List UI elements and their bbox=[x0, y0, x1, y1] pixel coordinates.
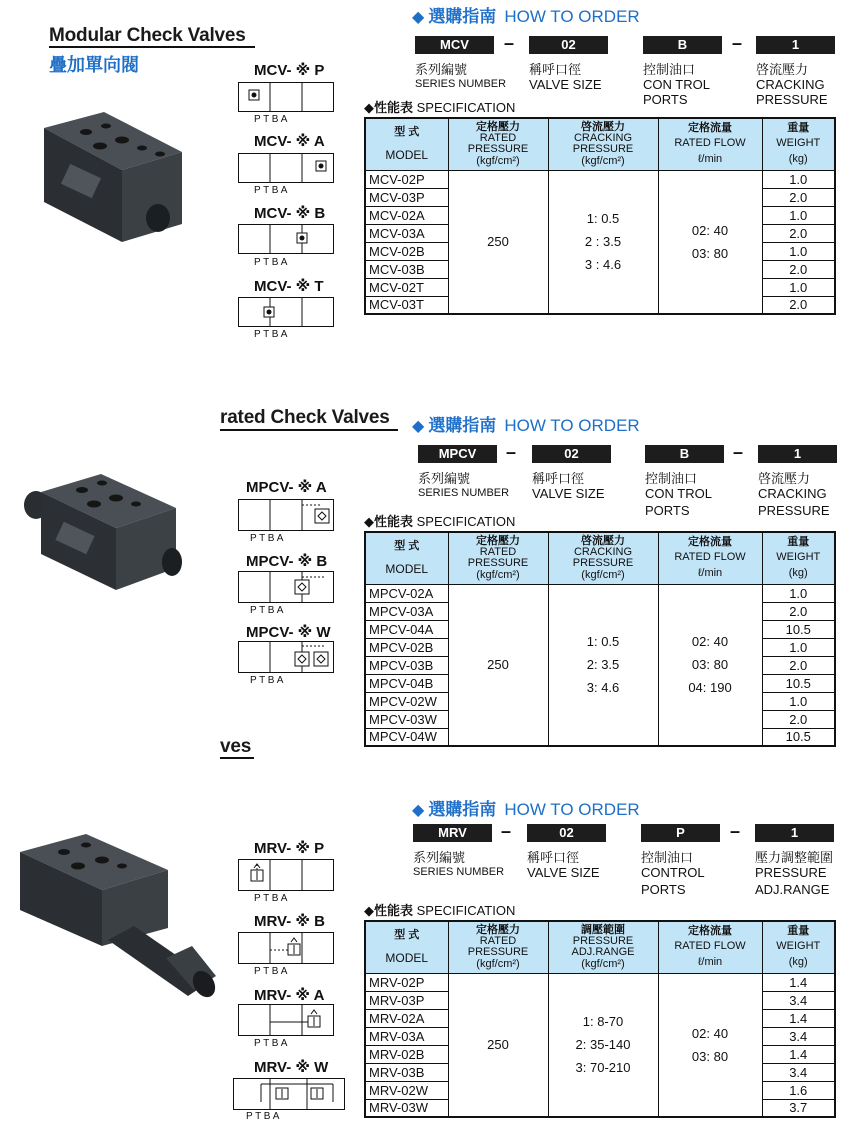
cracking-pressure-cell: 1: 0.5 2: 3.5 3: 4.6 bbox=[548, 584, 658, 746]
label-pressure-en2: PRESSURE bbox=[756, 92, 828, 107]
ports-mrv-b: P T B A bbox=[254, 966, 288, 977]
rated-flow-cell: 02: 40 03: 80 bbox=[658, 170, 762, 314]
table-row-model: MPCV-03W bbox=[365, 710, 448, 728]
mpcv-valve-photo bbox=[16, 470, 186, 595]
table-row-weight: 3.4 bbox=[762, 1027, 835, 1045]
ports-mpcv-b: P T B A bbox=[250, 605, 284, 616]
table-row-model: MRV-02B bbox=[365, 1045, 448, 1063]
header-cracking: 啓流壓力 CRACKING PRESSURE (kgf/cm²) bbox=[548, 532, 658, 584]
order-code-size: 02 bbox=[527, 824, 606, 842]
dash: – bbox=[504, 33, 515, 53]
section1-title-cn: 疊加單向閥 bbox=[49, 55, 139, 75]
table-row-weight: 3.7 bbox=[762, 1099, 835, 1117]
table-row-model: MCV-03T bbox=[365, 296, 448, 314]
table-row-weight: 2.0 bbox=[762, 188, 835, 206]
order-code-size: 02 bbox=[529, 36, 608, 54]
section2-title-underline bbox=[220, 429, 398, 431]
diamond-icon: ◆ bbox=[364, 903, 374, 918]
table-row-model: MPCV-04B bbox=[365, 674, 448, 692]
table-row-model: MRV-02A bbox=[365, 1009, 448, 1027]
section2-tail-text: ves bbox=[220, 736, 252, 757]
symbol-label-mpcv-a: MPCV- ※ A bbox=[246, 479, 327, 496]
label-series-cn: 系列編號 bbox=[413, 850, 466, 865]
section3-order-heading: ◆ 選購指南 HOW TO ORDER bbox=[412, 800, 640, 819]
symbol-mcv-b bbox=[238, 224, 334, 254]
label-size-cn: 稱呼口徑 bbox=[527, 850, 580, 865]
symbol-label-mrv-a: MRV- ※ A bbox=[254, 987, 325, 1004]
rated-flow-cell: 02: 40 03: 80 04: 190 bbox=[658, 584, 762, 746]
diamond-icon: ◆ bbox=[412, 418, 425, 435]
table-row-weight: 1.6 bbox=[762, 1081, 835, 1099]
label-series-cn: 系列編號 bbox=[415, 62, 468, 77]
section2-title: rated Check Valves bbox=[220, 407, 390, 428]
table-row-weight: 2.0 bbox=[762, 602, 835, 620]
label-size-en: VALVE SIZE bbox=[532, 486, 605, 501]
header-weight: 重量 WEIGHT (kg) bbox=[762, 118, 835, 170]
symbol-label-mrv-w: MRV- ※ W bbox=[254, 1059, 329, 1076]
order-code-size: 02 bbox=[532, 445, 611, 463]
table-row-weight: 1.0 bbox=[762, 170, 835, 188]
label-range-cn: 壓力調整範圍 bbox=[755, 850, 834, 865]
rated-pressure-cell: 250 bbox=[448, 973, 548, 1117]
symbol-mrv-a bbox=[238, 1004, 334, 1036]
mcv-valve-photo bbox=[34, 110, 194, 250]
table-row-model: MCV-03B bbox=[365, 260, 448, 278]
diamond-icon: ◆ bbox=[364, 514, 374, 529]
label-ports-en2: PORTS bbox=[641, 882, 686, 897]
dash: – bbox=[732, 33, 743, 53]
symbol-label-mcv-a: MCV- ※ A bbox=[254, 133, 325, 150]
header-weight: 重量 WEIGHT (kg) bbox=[762, 532, 835, 584]
ports-mpcv-w: P T B A bbox=[250, 675, 284, 686]
symbol-mrv-w bbox=[233, 1078, 345, 1110]
section1-order-heading: ◆ 選購指南 HOW TO ORDER bbox=[412, 7, 640, 26]
label-pressure-cn: 啓流壓力 bbox=[756, 62, 809, 77]
dash: – bbox=[730, 821, 741, 841]
ports-mcv-a: P T B A bbox=[254, 185, 288, 196]
label-size-cn: 稱呼口徑 bbox=[529, 62, 582, 77]
table-row-model: MPCV-03B bbox=[365, 656, 448, 674]
label-ports-en: CON TROL bbox=[643, 77, 710, 92]
section1-spec-heading: ◆性能表 SPECIFICATION bbox=[364, 100, 516, 115]
header-rated: 定格壓力 RATED PRESSURE (kgf/cm²) bbox=[448, 118, 548, 170]
table-row-model: MRV-03A bbox=[365, 1027, 448, 1045]
order-code-series: MCV bbox=[415, 36, 494, 54]
table-row-model: MCV-03A bbox=[365, 224, 448, 242]
symbol-mcv-a bbox=[238, 153, 334, 183]
label-range-en2: ADJ.RANGE bbox=[755, 882, 830, 897]
label-pressure-cn: 啓流壓力 bbox=[758, 471, 811, 486]
table-row-weight: 3.4 bbox=[762, 991, 835, 1009]
section2-order-heading: ◆ 選購指南 HOW TO ORDER bbox=[412, 416, 640, 435]
header-adj-range: 調壓範圍 PRESSURE ADJ.RANGE (kgf/cm²) bbox=[548, 921, 658, 973]
table-row-weight: 2.0 bbox=[762, 296, 835, 314]
ports-mrv-w: P T B A bbox=[246, 1111, 280, 1122]
symbol-label-mcv-b: MCV- ※ B bbox=[254, 205, 326, 222]
symbol-label-mpcv-b: MPCV- ※ B bbox=[246, 553, 328, 570]
symbol-mcv-p bbox=[238, 82, 334, 112]
table-row-model: MPCV-04W bbox=[365, 728, 448, 746]
symbol-label-mcv-p: MCV- ※ P bbox=[254, 62, 325, 79]
header-model: 型 式 MODEL bbox=[365, 532, 448, 584]
symbol-label-mcv-t: MCV- ※ T bbox=[254, 278, 324, 295]
symbol-mrv-b bbox=[238, 932, 334, 964]
dash: – bbox=[733, 442, 744, 462]
label-ports-cn: 控制油口 bbox=[645, 471, 698, 486]
label-size-en: VALVE SIZE bbox=[529, 77, 602, 92]
section1-title-underline bbox=[49, 46, 255, 48]
section2-spec-table bbox=[364, 531, 836, 747]
symbol-mrv-p bbox=[238, 859, 334, 891]
header-rated: 定格壓力 RATED PRESSURE (kgf/cm²) bbox=[448, 532, 548, 584]
table-row-weight: 1.4 bbox=[762, 1009, 835, 1027]
table-row-model: MPCV-02A bbox=[365, 584, 448, 602]
label-pressure-en: CRACKING bbox=[756, 77, 825, 92]
adj-range-cell: 1: 8-70 2: 35-140 3: 70-210 bbox=[548, 973, 658, 1117]
table-row-weight: 2.0 bbox=[762, 260, 835, 278]
header-flow: 定格流量 RATED FLOW ℓ/min bbox=[658, 118, 762, 170]
table-row-model: MPCV-02W bbox=[365, 692, 448, 710]
table-row-weight: 1.0 bbox=[762, 584, 835, 602]
label-ports-cn: 控制油口 bbox=[641, 850, 694, 865]
table-row-model: MCV-02T bbox=[365, 278, 448, 296]
label-series-cn: 系列編號 bbox=[418, 471, 471, 486]
symbol-label-mpcv-w: MPCV- ※ W bbox=[246, 624, 331, 641]
dash: – bbox=[501, 821, 512, 841]
table-row-weight: 10.5 bbox=[762, 620, 835, 638]
section3-spec-table bbox=[364, 920, 836, 1118]
order-code-ports: P bbox=[641, 824, 720, 842]
order-code-pressure: 1 bbox=[758, 445, 837, 463]
header-rated: 定格壓力 RATED PRESSURE (kgf/cm²) bbox=[448, 921, 548, 973]
table-row-model: MPCV-04A bbox=[365, 620, 448, 638]
table-row-weight: 1.0 bbox=[762, 206, 835, 224]
diamond-icon: ◆ bbox=[412, 9, 425, 26]
table-row-model: MCV-02B bbox=[365, 242, 448, 260]
label-pressure-en: CRACKING bbox=[758, 486, 827, 501]
ports-mrv-a: P T B A bbox=[254, 1038, 288, 1049]
order-code-ports: B bbox=[643, 36, 722, 54]
symbol-mpcv-a bbox=[238, 499, 334, 531]
section1-title: Modular Check Valves bbox=[49, 25, 246, 46]
order-code-pressure: 1 bbox=[756, 36, 835, 54]
table-row-weight: 2.0 bbox=[762, 710, 835, 728]
order-code-series: MPCV bbox=[418, 445, 497, 463]
ports-mrv-p: P T B A bbox=[254, 893, 288, 904]
table-row-model: MPCV-03A bbox=[365, 602, 448, 620]
rated-pressure-cell: 250 bbox=[448, 170, 548, 314]
table-row-weight: 10.5 bbox=[762, 674, 835, 692]
table-row-weight: 2.0 bbox=[762, 656, 835, 674]
header-model: 型 式 MODEL bbox=[365, 118, 448, 170]
rated-flow-cell: 02: 40 03: 80 bbox=[658, 973, 762, 1117]
header-flow: 定格流量 RATED FLOW ℓ/min bbox=[658, 532, 762, 584]
header-weight: 重量 WEIGHT (kg) bbox=[762, 921, 835, 973]
ports-mcv-b: P T B A bbox=[254, 257, 288, 268]
rated-pressure-cell: 250 bbox=[448, 584, 548, 746]
ports-mcv-p: P T B A bbox=[254, 114, 288, 125]
symbol-mcv-t bbox=[238, 297, 334, 327]
label-ports-cn: 控制油口 bbox=[643, 62, 696, 77]
dash: – bbox=[506, 442, 517, 462]
label-size-en: VALVE SIZE bbox=[527, 865, 600, 880]
table-row-model: MCV-02P bbox=[365, 170, 448, 188]
section1-spec-table bbox=[364, 117, 836, 315]
section3-spec-heading: ◆性能表 SPECIFICATION bbox=[364, 903, 516, 918]
mrv-valve-photo bbox=[16, 830, 216, 1005]
table-row-model: MRV-03W bbox=[365, 1099, 448, 1117]
section2-tail-underline bbox=[220, 757, 254, 759]
symbol-mpcv-b bbox=[238, 571, 334, 603]
table-row-weight: 10.5 bbox=[762, 728, 835, 746]
table-row-model: MRV-02P bbox=[365, 973, 448, 991]
table-row-model: MRV-03B bbox=[365, 1063, 448, 1081]
table-row-model: MRV-03P bbox=[365, 991, 448, 1009]
order-code-ports: B bbox=[645, 445, 724, 463]
label-ports-en2: PORTS bbox=[643, 92, 688, 107]
label-range-en: PRESSURE bbox=[755, 865, 827, 880]
diamond-icon: ◆ bbox=[412, 802, 425, 819]
table-row-weight: 1.0 bbox=[762, 242, 835, 260]
order-code-series: MRV bbox=[413, 824, 492, 842]
label-series-en: SERIES NUMBER bbox=[413, 866, 505, 878]
table-row-model: MCV-03P bbox=[365, 188, 448, 206]
header-model: 型 式 MODEL bbox=[365, 921, 448, 973]
symbol-label-mrv-b: MRV- ※ B bbox=[254, 913, 325, 930]
table-row-model: MPCV-02B bbox=[365, 638, 448, 656]
symbol-mpcv-w bbox=[238, 641, 334, 673]
table-row-weight: 3.4 bbox=[762, 1063, 835, 1081]
table-row-model: MCV-02A bbox=[365, 206, 448, 224]
diamond-icon: ◆ bbox=[364, 100, 374, 115]
table-row-weight: 2.0 bbox=[762, 224, 835, 242]
label-pressure-en2: PRESSURE bbox=[758, 503, 830, 518]
order-code-pressure: 1 bbox=[755, 824, 834, 842]
table-row-model: MRV-02W bbox=[365, 1081, 448, 1099]
ports-mpcv-a: P T B A bbox=[250, 533, 284, 544]
table-row-weight: 1.4 bbox=[762, 1045, 835, 1063]
table-row-weight: 1.0 bbox=[762, 638, 835, 656]
label-ports-en: CONTROL bbox=[641, 865, 705, 880]
section2-spec-heading: ◆性能表 SPECIFICATION bbox=[364, 514, 516, 529]
label-size-cn: 稱呼口徑 bbox=[532, 471, 585, 486]
ports-mcv-t: P T B A bbox=[254, 329, 288, 340]
symbol-label-mrv-p: MRV- ※ P bbox=[254, 840, 325, 857]
cracking-pressure-cell: 1: 0.5 2 : 3.5 3 : 4.6 bbox=[548, 170, 658, 314]
header-cracking: 啓流壓力 CRACKING PRESSURE (kgf/cm²) bbox=[548, 118, 658, 170]
table-row-weight: 1.4 bbox=[762, 973, 835, 991]
table-row-weight: 1.0 bbox=[762, 692, 835, 710]
header-flow: 定格流量 RATED FLOW ℓ/min bbox=[658, 921, 762, 973]
table-row-weight: 1.0 bbox=[762, 278, 835, 296]
label-series-en: SERIES NUMBER bbox=[418, 487, 510, 499]
label-ports-en: CON TROL bbox=[645, 486, 712, 501]
label-series-en: SERIES NUMBER bbox=[415, 78, 507, 90]
label-ports-en2: PORTS bbox=[645, 503, 690, 518]
